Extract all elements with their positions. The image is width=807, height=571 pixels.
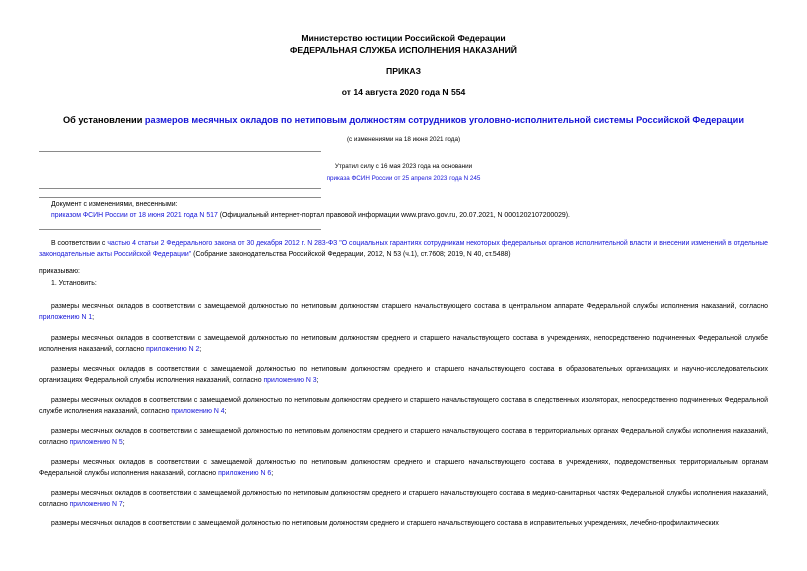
list-item: размеры месячных окладов в соответствии с замещаемой должностью по нетиповым должностям среднего и старшего начальствующего состава в медико-санитарных частях Федеральной службы исполнения наказаний, согласно приложению N 7; xyxy=(39,490,768,508)
list-item: размеры месячных окладов в соответствии с замещаемой должностью по нетиповым должностям среднего и старшего начальствующего состава в образовательных организациях и научно-исследовательских организациях Федеральной службы исполнения наказаний, согласно приложению N 3; xyxy=(39,366,768,384)
document-type: ПРИКАЗ xyxy=(386,66,421,76)
federal-law-link[interactable]: частью 4 статьи 2 Федерального закона от 30 декабря 2012 г. N 283-ФЗ "О социальных гарантиях сотрудникам некоторых федеральных органов исполнительной власти и внесении изменений в отдельные законодательные акты Российской Федерации" xyxy=(39,240,768,258)
separator-line xyxy=(39,229,321,230)
preamble-intro: В соответствии с xyxy=(51,240,108,247)
list-item: размеры месячных окладов в соответствии с замещаемой должностью по нетиповым должностям среднего и старшего начальствующего состава в следственных изоляторах, непосредственно подчиненных Федеральной службе исполнения наказаний, согласно приложению N 4; xyxy=(39,397,768,415)
expired-note: Утратил силу с 16 мая 2023 года на основании xyxy=(334,163,473,170)
document-title xyxy=(0,115,807,125)
title-link[interactable]: размеров месячных окладов по нетиповым должностям сотрудников уголовно-исполнительной системы Российской Федерации xyxy=(144,115,744,125)
list-item: размеры месячных окладов в соответствии с замещаемой должностью по нетиповым должностям среднего и старшего начальствующего состава в исправительных учреждениях, лечебно-профилактических xyxy=(51,520,719,527)
appendix-6-link[interactable]: приложению N 6 xyxy=(218,470,272,477)
order-word: приказываю: xyxy=(39,268,80,275)
changes-source: (Официальный интернет-портал правовой информации www.pravo.gov.ru, 20.07.2021, N 0001202107200029). xyxy=(217,212,570,219)
expired-order-link[interactable]: приказа ФСИН России от 25 апреля 2023 года N 245 xyxy=(326,175,481,182)
list-item: размеры месячных окладов в соответствии с замещаемой должностью по нетиповым должностям среднего и старшего начальствующего состава в учреждениях, непосредственно подчиненных Федеральной службе исполнения наказаний, согласно приложению N 2; xyxy=(39,335,768,353)
list-item: размеры месячных окладов в соответствии с замещаемой должностью по нетиповым должностям среднего и старшего начальствующего состава в территориальных органах Федеральной службы исполнения наказаний, согласно приложению N 5; xyxy=(39,428,768,446)
document-date-number: от 14 августа 2020 года N 554 xyxy=(341,87,466,97)
changes-line xyxy=(51,210,570,221)
ministry-name: Министерство юстиции Российской Федерации xyxy=(301,33,506,43)
preamble-paragraph xyxy=(39,238,768,260)
list-item: размеры месячных окладов в соответствии с замещаемой должностью по нетиповым должностям старшего начальствующего состава в центральном аппарате Федеральной службы исполнения наказаний, согласно приложению N 1; xyxy=(39,303,768,321)
appendix-7-link[interactable]: приложению N 7 xyxy=(69,501,123,508)
appendix-3-link[interactable]: приложению N 3 xyxy=(263,377,317,384)
separator-line xyxy=(39,197,321,198)
item-1-heading: 1. Установить: xyxy=(51,280,97,287)
appendix-4-link[interactable]: приложению N 4 xyxy=(171,408,225,415)
changes-order-link[interactable]: приказом ФСИН России от 18 июня 2021 года N 517 xyxy=(51,212,218,219)
separator-line xyxy=(39,151,321,152)
edition-note: (с изменениями на 18 июня 2021 года) xyxy=(346,136,461,143)
changes-heading: Документ с изменениями, внесенными: xyxy=(51,201,178,208)
service-name: ФЕДЕРАЛЬНАЯ СЛУЖБА ИСПОЛНЕНИЯ НАКАЗАНИЙ xyxy=(290,45,517,55)
separator-line xyxy=(39,188,321,189)
appendix-5-link[interactable]: приложению N 5 xyxy=(69,439,123,446)
appendix-1-link[interactable]: приложению N 1 xyxy=(39,314,93,321)
title-prefix: Об установлении xyxy=(63,115,145,125)
appendix-2-link[interactable]: приложению N 2 xyxy=(146,346,200,353)
list-item: размеры месячных окладов в соответствии с замещаемой должностью по нетиповым должностям среднего и старшего начальствующего состава в учреждениях, подведомственных территориальным органам Федеральной службы исполнения наказаний, согласно приложению N 6; xyxy=(39,459,768,477)
preamble-source: (Собрание законодательства Российской Федерации, 2012, N 53 (ч.1), ст.7608; 2019, N 40, ст.5488) xyxy=(191,251,511,258)
